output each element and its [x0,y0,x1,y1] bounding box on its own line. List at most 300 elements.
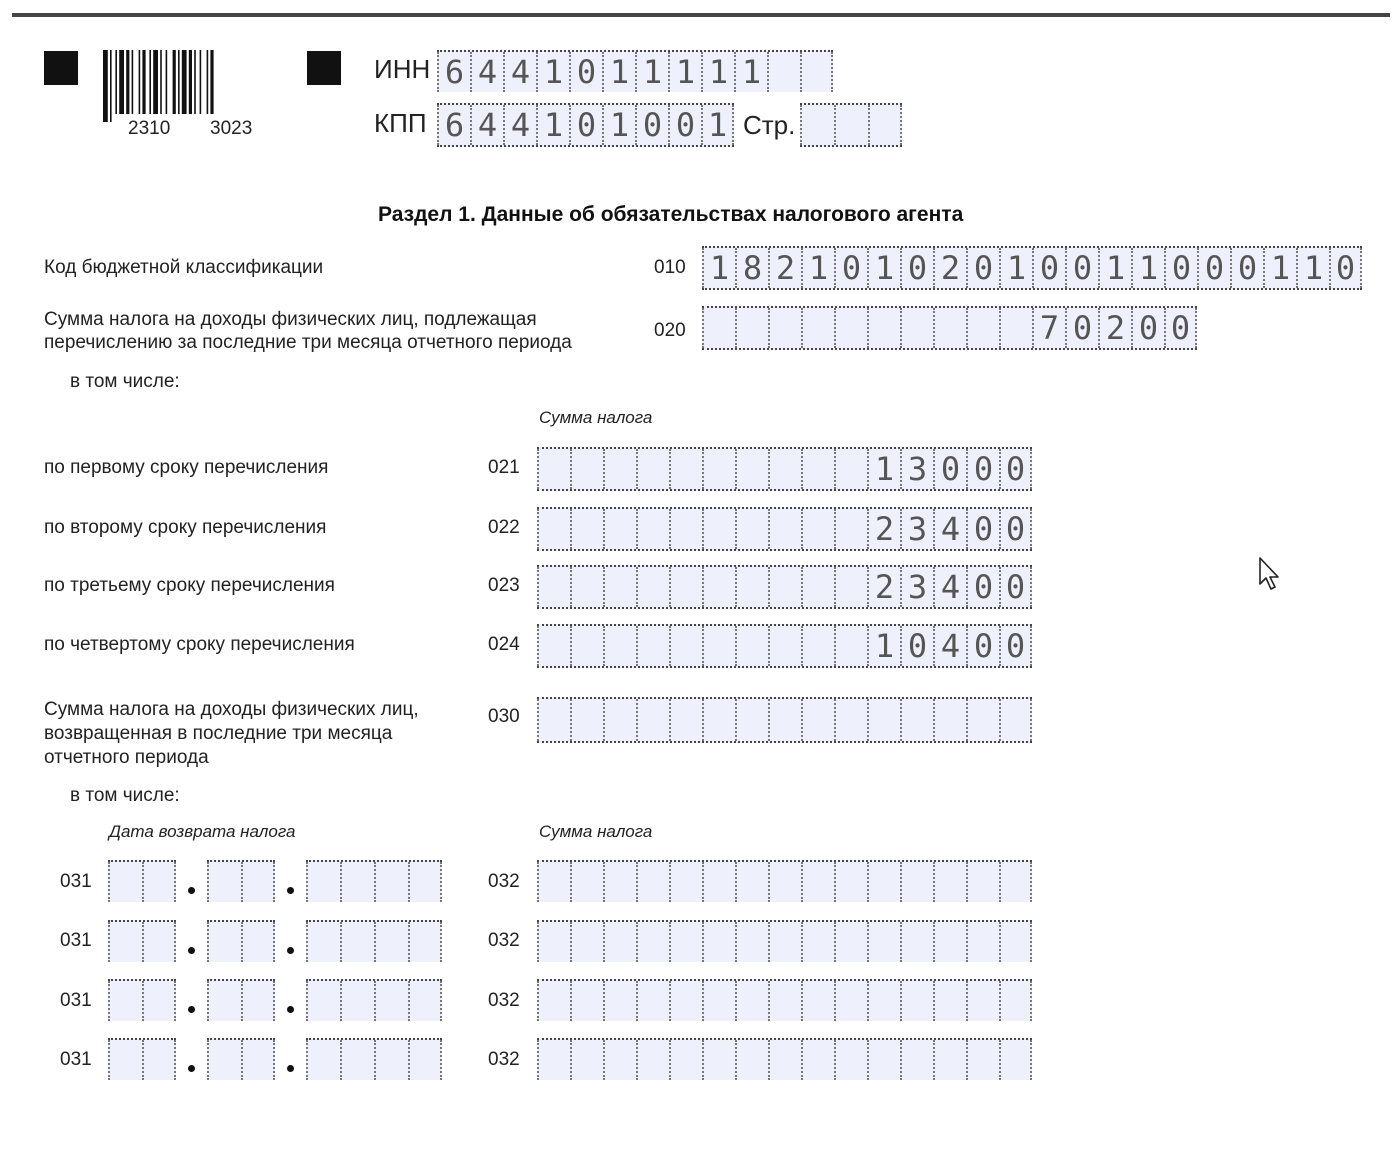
character-cell[interactable] [834,567,867,607]
character-cell[interactable] [933,308,966,348]
character-cell[interactable]: 2 [933,248,966,288]
character-cell[interactable]: 0 [1065,248,1098,288]
character-cell[interactable] [669,922,702,962]
character-cell[interactable] [702,699,735,741]
character-cell[interactable] [537,509,570,549]
return-field[interactable] [108,860,176,902]
character-cell[interactable]: 1 [999,248,1032,288]
character-cell[interactable] [636,567,669,607]
character-cells[interactable] [537,1038,1032,1080]
kpp-field[interactable] [437,103,734,147]
character-cells[interactable] [702,306,1197,350]
character-cell[interactable] [570,509,603,549]
character-cell[interactable] [900,922,933,962]
character-cell[interactable] [999,922,1032,962]
character-cell[interactable] [207,1040,241,1080]
character-cell[interactable] [966,1040,999,1080]
character-cell[interactable] [834,308,867,348]
character-cell[interactable]: 3 [900,449,933,489]
character-cell[interactable]: 1 [635,52,668,92]
character-cell[interactable]: 6 [437,105,470,145]
page-number-field[interactable] [800,103,902,147]
character-cell[interactable]: 0 [1164,248,1197,288]
return-field[interactable] [537,860,1032,902]
character-cell[interactable]: 0 [999,626,1032,666]
character-cell[interactable] [900,308,933,348]
term-sum-field[interactable] [537,447,1032,491]
character-cell[interactable] [966,862,999,902]
character-cell[interactable] [834,1040,867,1080]
character-cell[interactable] [900,699,933,741]
character-cell[interactable]: 3 [900,509,933,549]
character-cells[interactable] [537,624,1032,668]
character-cell[interactable] [374,862,408,902]
character-cell[interactable] [207,862,241,902]
tax-sum-field[interactable] [702,306,1197,350]
character-cell[interactable] [537,449,570,489]
character-cell[interactable] [900,862,933,902]
character-cell[interactable]: 0 [966,626,999,666]
character-cells[interactable] [108,860,176,902]
character-cell[interactable] [834,626,867,666]
character-cells[interactable] [537,447,1032,491]
character-cell[interactable] [374,981,408,1021]
return-field[interactable] [306,860,442,902]
character-cell[interactable]: 7 [1032,308,1065,348]
character-cells[interactable] [800,103,902,147]
character-cell[interactable] [735,922,768,962]
character-cell[interactable]: 1 [602,105,635,145]
character-cell[interactable] [735,449,768,489]
character-cell[interactable] [999,862,1032,902]
character-cell[interactable] [767,52,800,92]
character-cell[interactable] [241,981,275,1021]
character-cell[interactable] [999,981,1032,1021]
character-cells[interactable] [207,920,275,962]
character-cell[interactable] [340,981,374,1021]
character-cell[interactable]: 4 [470,52,503,92]
character-cell[interactable] [768,567,801,607]
returned-sum-field[interactable] [537,697,1032,743]
character-cell[interactable]: 4 [470,105,503,145]
character-cell[interactable]: 2 [867,567,900,607]
character-cells[interactable] [207,979,275,1021]
character-cell[interactable] [603,449,636,489]
character-cell[interactable] [570,1040,603,1080]
return-sum-code: 032 [488,990,520,1011]
character-cell[interactable]: 1 [734,52,767,92]
character-cell[interactable] [537,567,570,607]
character-cell[interactable] [636,449,669,489]
barcode-bar [110,50,112,122]
kbk-field[interactable] [702,246,1362,290]
character-cells[interactable] [207,860,275,902]
character-cell[interactable] [537,1040,570,1080]
character-cell[interactable] [374,922,408,962]
character-cell[interactable]: 4 [933,567,966,607]
character-cell[interactable] [735,981,768,1021]
character-cell[interactable] [933,862,966,902]
barcode-bar [182,50,187,114]
character-cell[interactable]: 8 [735,248,768,288]
character-cell[interactable] [669,509,702,549]
character-cell[interactable] [933,981,966,1021]
term-sum-field[interactable] [537,507,1032,551]
character-cell[interactable]: 1 [536,52,569,92]
character-cell[interactable] [735,626,768,666]
return-field[interactable] [207,920,275,962]
character-cell[interactable] [537,699,570,741]
character-cell[interactable] [900,1040,933,1080]
character-cell[interactable] [537,626,570,666]
character-cell[interactable] [306,922,340,962]
character-cell[interactable]: 0 [1197,248,1230,288]
character-cell[interactable] [669,449,702,489]
character-cell[interactable] [768,922,801,962]
return-field[interactable] [108,920,176,962]
character-cell[interactable] [702,626,735,666]
kbk-code: 010 [654,257,686,278]
character-cell[interactable]: 0 [1164,308,1197,348]
character-cell[interactable] [801,981,834,1021]
return-field[interactable] [537,920,1032,962]
barcode-bar [189,50,192,114]
character-cell[interactable] [306,1040,340,1080]
character-cell[interactable] [702,449,735,489]
character-cells[interactable] [702,246,1362,290]
character-cell[interactable]: 0 [668,105,701,145]
character-cell[interactable] [867,922,900,962]
character-cell[interactable] [603,862,636,902]
character-cell[interactable] [801,308,834,348]
character-cell[interactable] [702,922,735,962]
character-cell[interactable] [570,862,603,902]
character-cell[interactable] [603,626,636,666]
character-cell[interactable]: 0 [966,248,999,288]
character-cell[interactable]: 0 [999,509,1032,549]
character-cell[interactable] [966,699,999,741]
character-cell[interactable] [735,509,768,549]
character-cell[interactable] [768,449,801,489]
character-cell[interactable] [306,981,340,1021]
character-cell[interactable]: 0 [1230,248,1263,288]
character-cell[interactable] [207,981,241,1021]
character-cell[interactable]: 0 [933,449,966,489]
character-cell[interactable] [768,626,801,666]
character-cell[interactable] [801,922,834,962]
character-cell[interactable] [735,699,768,741]
character-cell[interactable] [108,981,142,1021]
character-cell[interactable] [636,626,669,666]
character-cells[interactable] [306,860,442,902]
term-sum-field[interactable] [537,565,1032,609]
character-cell[interactable] [241,1040,275,1080]
character-cell[interactable]: 1 [602,52,635,92]
character-cell[interactable] [374,1040,408,1080]
character-cell[interactable] [669,862,702,902]
return-field[interactable] [207,860,275,902]
character-cell[interactable] [408,862,442,902]
character-cell[interactable] [142,981,176,1021]
character-cell[interactable] [108,922,142,962]
character-cell[interactable] [702,567,735,607]
character-cell[interactable] [867,699,900,741]
character-cell[interactable] [868,105,902,145]
return-field[interactable] [306,920,442,962]
character-cell[interactable] [636,862,669,902]
character-cell[interactable] [669,626,702,666]
character-cell[interactable] [800,52,833,92]
corner-marker-icon [44,51,78,85]
character-cell[interactable] [801,626,834,666]
character-cell[interactable]: 0 [999,449,1032,489]
character-cells[interactable] [537,979,1032,1021]
character-cell[interactable] [768,699,801,741]
character-cell[interactable] [735,308,768,348]
character-cell[interactable] [867,308,900,348]
character-cell[interactable] [702,981,735,1021]
character-cell[interactable]: 0 [569,105,602,145]
character-cell[interactable] [603,1040,636,1080]
character-cell[interactable] [108,862,142,902]
character-cells[interactable] [108,1038,176,1080]
character-cell[interactable]: 0 [1329,248,1362,288]
character-cell[interactable] [801,567,834,607]
character-cell[interactable] [340,862,374,902]
character-cell[interactable]: 0 [900,626,933,666]
character-cell[interactable]: 6 [437,52,470,92]
character-cell[interactable]: 0 [966,509,999,549]
inn-field[interactable] [437,50,833,92]
returned-label-line1: Сумма налога на доходы физических лиц, [44,699,419,720]
character-cells[interactable] [207,1038,275,1080]
character-cell[interactable]: 0 [1131,308,1164,348]
character-cell[interactable]: 1 [867,248,900,288]
character-cell[interactable] [867,981,900,1021]
return-date-code: 031 [60,871,92,892]
character-cell[interactable] [834,105,868,145]
character-cell[interactable] [801,862,834,902]
character-cell[interactable]: 0 [900,248,933,288]
character-cell[interactable] [801,699,834,741]
character-cell[interactable]: 1 [1263,248,1296,288]
character-cell[interactable] [603,509,636,549]
character-cell[interactable]: 0 [834,248,867,288]
character-cell[interactable]: 0 [569,52,602,92]
character-cell[interactable]: 4 [503,105,536,145]
character-cells[interactable] [306,979,442,1021]
character-cells[interactable] [108,979,176,1021]
character-cell[interactable]: 1 [1296,248,1329,288]
character-cell[interactable] [702,308,735,348]
character-cell[interactable]: 0 [635,105,668,145]
character-cells[interactable] [537,507,1032,551]
character-cell[interactable] [735,862,768,902]
character-cell[interactable]: 1 [701,52,734,92]
character-cell[interactable] [966,308,999,348]
character-cell[interactable]: 2 [768,248,801,288]
character-cell[interactable]: 2 [867,509,900,549]
character-cell[interactable] [999,699,1032,741]
character-cell[interactable] [867,862,900,902]
character-cell[interactable] [735,1040,768,1080]
character-cell[interactable] [834,981,867,1021]
character-cell[interactable] [834,922,867,962]
character-cell[interactable] [834,509,867,549]
return-field[interactable] [207,979,275,1021]
character-cell[interactable] [702,1040,735,1080]
character-cell[interactable]: 0 [966,449,999,489]
character-cell[interactable] [900,981,933,1021]
character-cell[interactable] [999,308,1032,348]
character-cell[interactable]: 4 [933,509,966,549]
character-cell[interactable]: 1 [867,626,900,666]
character-cell[interactable] [108,1040,142,1080]
character-cell[interactable] [801,509,834,549]
character-cell[interactable] [306,862,340,902]
character-cell[interactable] [867,1040,900,1080]
character-cell[interactable] [142,922,176,962]
barcode-bar [119,50,124,114]
character-cell[interactable] [340,922,374,962]
return-date-code: 031 [60,930,92,951]
character-cell[interactable] [800,105,834,145]
character-cells[interactable] [537,860,1032,902]
character-cells[interactable] [437,50,833,92]
character-cell[interactable] [636,1040,669,1080]
character-cell[interactable] [142,862,176,902]
barcode-bar [194,50,196,114]
character-cell[interactable] [933,922,966,962]
character-cell[interactable] [408,1040,442,1080]
return-field[interactable] [207,1038,275,1080]
character-cells[interactable] [306,1038,442,1080]
character-cell[interactable] [669,1040,702,1080]
character-cell[interactable] [999,1040,1032,1080]
character-cell[interactable]: 0 [1032,248,1065,288]
character-cells[interactable] [537,565,1032,609]
character-cells[interactable] [437,103,734,147]
character-cell[interactable] [408,922,442,962]
character-cell[interactable] [702,509,735,549]
character-cells[interactable] [108,920,176,962]
character-cell[interactable] [636,981,669,1021]
character-cell[interactable]: 1 [867,449,900,489]
character-cells[interactable] [306,920,442,962]
character-cell[interactable] [570,449,603,489]
character-cell[interactable] [669,567,702,607]
character-cell[interactable] [669,981,702,1021]
character-cell[interactable] [768,509,801,549]
term-code: 023 [488,575,520,596]
character-cell[interactable] [636,699,669,741]
character-cell[interactable] [702,862,735,902]
barcode-bar [200,50,202,114]
character-cell[interactable] [735,567,768,607]
character-cell[interactable] [768,981,801,1021]
character-cell[interactable] [603,922,636,962]
barcode-bar [166,50,168,114]
character-cell[interactable] [834,699,867,741]
kbk-label: Код бюджетной классификации [44,257,324,278]
character-cell[interactable]: 1 [668,52,701,92]
character-cell[interactable]: 1 [1131,248,1164,288]
character-cell[interactable]: 1 [702,248,735,288]
character-cell[interactable] [636,509,669,549]
character-cell[interactable] [340,1040,374,1080]
character-cells[interactable] [537,697,1032,743]
character-cell[interactable]: 4 [503,52,536,92]
character-cell[interactable]: 1 [1098,248,1131,288]
character-cell[interactable]: 1 [536,105,569,145]
character-cell[interactable] [801,1040,834,1080]
character-cell[interactable] [966,922,999,962]
return-field[interactable] [306,1038,442,1080]
return-field[interactable] [108,979,176,1021]
barcode-bar [139,50,141,114]
character-cell[interactable]: 0 [1065,308,1098,348]
character-cell[interactable] [768,1040,801,1080]
character-cell[interactable] [570,567,603,607]
character-cell[interactable] [537,862,570,902]
character-cell[interactable] [834,862,867,902]
character-cell[interactable] [636,922,669,962]
character-cell[interactable] [966,981,999,1021]
corner-marker-icon [307,51,341,85]
character-cell[interactable] [933,1040,966,1080]
character-cell[interactable] [537,981,570,1021]
character-cell[interactable] [570,922,603,962]
character-cell[interactable] [768,862,801,902]
character-cell[interactable] [570,981,603,1021]
term-label: по третьему сроку перечисления [44,575,335,596]
character-cell[interactable] [142,1040,176,1080]
character-cell[interactable] [408,981,442,1021]
character-cell[interactable] [669,699,702,741]
return-field[interactable] [537,1038,1032,1080]
character-cell[interactable] [241,862,275,902]
character-cell[interactable] [933,699,966,741]
character-cell[interactable] [834,449,867,489]
character-cell[interactable] [207,922,241,962]
return-date-code: 031 [60,990,92,1011]
return-field[interactable] [537,979,1032,1021]
character-cell[interactable]: 2 [1098,308,1131,348]
character-cell[interactable]: 1 [701,105,734,145]
character-cell[interactable] [603,981,636,1021]
return-field[interactable] [108,1038,176,1080]
page-number-label: Стр. [743,110,796,140]
character-cell[interactable]: 1 [801,248,834,288]
character-cell[interactable] [603,567,636,607]
term-code: 022 [488,517,520,538]
character-cell[interactable] [801,449,834,489]
character-cell[interactable] [570,626,603,666]
character-cell[interactable] [537,922,570,962]
character-cell[interactable] [570,699,603,741]
character-cell[interactable]: 0 [999,567,1032,607]
character-cell[interactable]: 3 [900,567,933,607]
character-cells[interactable] [537,920,1032,962]
character-cell[interactable]: 0 [966,567,999,607]
return-field[interactable] [306,979,442,1021]
character-cell[interactable] [241,922,275,962]
character-cell[interactable]: 4 [933,626,966,666]
character-cell[interactable] [603,699,636,741]
character-cell[interactable] [768,308,801,348]
barcode-bar [103,50,108,122]
term-sum-field[interactable] [537,624,1032,668]
